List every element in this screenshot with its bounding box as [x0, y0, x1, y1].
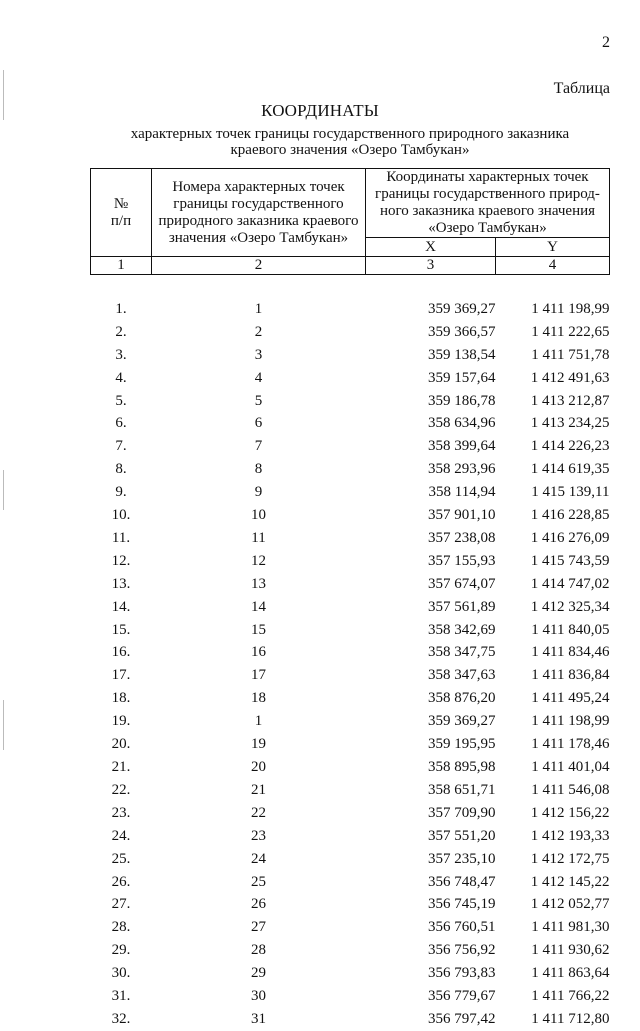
coord-y: 1 413 212,87 [530, 392, 610, 409]
point-number: 23 [251, 827, 266, 844]
header-line: ного заказника краевого значения [379, 203, 596, 219]
coord-x: 356 756,92 [428, 942, 496, 959]
point-number: 1 [254, 300, 263, 317]
row-index: 17. [111, 667, 131, 684]
table-row [91, 596, 610, 619]
table-row [91, 619, 610, 642]
point-number: 26 [251, 896, 266, 913]
coord-x: 357 155,93 [428, 552, 496, 569]
coord-y: 1 413 234,25 [530, 415, 610, 432]
row-index: 16. [111, 644, 131, 661]
column-number: 2 [152, 257, 366, 275]
coord-x: 359 157,64 [428, 369, 496, 386]
header-point-numbers [152, 169, 366, 257]
point-number: 28 [251, 942, 266, 959]
coord-x: 358 876,20 [428, 690, 496, 707]
header-line: границы государственного природ- [375, 186, 600, 202]
table-row [91, 458, 610, 481]
row-index: 23. [111, 804, 131, 821]
table-row [91, 390, 610, 413]
coord-x: 357 235,10 [428, 850, 496, 867]
header-line: Номера характерных точек [172, 178, 345, 195]
coord-y: 1 411 198,99 [531, 713, 610, 730]
coord-x: 356 779,67 [428, 988, 496, 1005]
row-index: 31. [111, 988, 131, 1005]
point-number: 20 [251, 759, 266, 776]
coord-y: 1 412 156,22 [530, 804, 610, 821]
point-number: 9 [254, 484, 263, 501]
coord-y: 1 411 495,24 [531, 690, 610, 707]
row-index: 11. [111, 529, 131, 546]
coord-y: 1 412 325,34 [530, 598, 610, 615]
header-y: Y [496, 238, 610, 257]
table-row [91, 664, 610, 687]
row-index: 7. [115, 438, 127, 455]
header-line: природного заказника краевого [158, 212, 359, 229]
point-number: 2 [254, 323, 263, 340]
point-number: 25 [251, 873, 266, 890]
point-number: 18 [251, 690, 266, 707]
table-row [91, 344, 610, 367]
coord-x: 359 186,78 [428, 392, 496, 409]
coord-y: 1 411 222,65 [531, 323, 610, 340]
point-number: 29 [251, 965, 266, 982]
coord-y: 1 412 491,63 [530, 369, 610, 386]
coord-x: 359 366,57 [428, 323, 496, 340]
row-index: 14. [111, 598, 131, 615]
header-coordinates [366, 169, 610, 238]
row-index: 30. [111, 965, 131, 982]
point-number: 4 [254, 369, 263, 386]
row-index: 13. [111, 575, 131, 592]
coord-x: 358 347,63 [428, 667, 496, 684]
point-number: 24 [251, 850, 266, 867]
row-index: 8. [115, 461, 127, 478]
coord-x: 356 797,42 [428, 1010, 496, 1027]
point-number: 31 [251, 1010, 266, 1027]
coord-x: 358 651,71 [428, 781, 496, 798]
document-subtitle [90, 126, 610, 158]
coord-y: 1 412 052,77 [530, 896, 610, 913]
document-title: КООРДИНАТЫ [261, 101, 379, 120]
coord-x: 358 895,98 [428, 759, 496, 776]
coord-x: 357 901,10 [428, 507, 496, 524]
coord-x: 358 293,96 [428, 461, 496, 478]
row-index: 22. [111, 781, 131, 798]
table-row [91, 641, 610, 664]
coord-x: 356 760,51 [428, 919, 496, 936]
point-number: 13 [251, 575, 266, 592]
table-row [91, 939, 610, 962]
column-number: 3 [366, 257, 496, 275]
point-number: 1 [254, 713, 263, 730]
coord-x: 358 399,64 [428, 438, 496, 455]
coord-y: 1 412 172,75 [530, 850, 610, 867]
coord-y: 1 411 401,04 [531, 759, 610, 776]
coord-x: 359 369,27 [428, 300, 496, 317]
table-row [91, 848, 610, 871]
table-row [91, 779, 610, 802]
coord-x: 359 369,27 [428, 713, 496, 730]
coord-y: 1 412 193,33 [530, 827, 610, 844]
table-row [91, 802, 610, 825]
coord-x: 359 195,95 [428, 736, 496, 753]
coord-x: 357 709,90 [428, 804, 496, 821]
table-label: Таблица [553, 80, 610, 97]
point-number: 27 [251, 919, 266, 936]
point-number: 5 [254, 392, 263, 409]
table-row [91, 871, 610, 894]
row-index: 25. [111, 850, 131, 867]
coord-y: 1 411 178,46 [531, 736, 610, 753]
coord-x: 358 114,94 [428, 484, 496, 501]
table-row [91, 573, 610, 596]
table-row [91, 756, 610, 779]
row-index: 1. [115, 300, 127, 317]
coord-x: 358 634,96 [428, 415, 496, 432]
coord-y: 1 415 743,59 [530, 552, 610, 569]
table-row [91, 321, 610, 344]
coord-y: 1 411 766,22 [531, 988, 610, 1005]
point-number: 30 [251, 988, 266, 1005]
row-index: 26. [111, 873, 131, 890]
margin-mark [3, 70, 4, 120]
table-row [91, 367, 610, 390]
point-number: 17 [251, 667, 266, 684]
point-number: 16 [251, 644, 266, 661]
table-row [91, 825, 610, 848]
point-number: 11 [251, 529, 266, 546]
coord-y: 1 414 619,35 [530, 461, 610, 478]
coord-x: 359 138,54 [428, 346, 496, 363]
row-index: 21. [111, 759, 131, 776]
row-index: 20. [111, 736, 131, 753]
coord-x: 358 342,69 [428, 621, 496, 638]
page-number: 2 [602, 34, 610, 51]
row-index: 29. [111, 942, 131, 959]
coord-y: 1 411 836,84 [531, 667, 610, 684]
coord-y: 1 411 840,05 [531, 621, 610, 638]
row-index: 27. [111, 896, 131, 913]
table-body [91, 275, 610, 1031]
coord-x: 357 238,08 [428, 529, 496, 546]
column-number: 4 [496, 257, 610, 275]
coord-y: 1 411 834,46 [531, 644, 610, 661]
table-row [91, 504, 610, 527]
coord-x: 357 561,89 [428, 598, 496, 615]
coord-x: 356 745,19 [428, 896, 496, 913]
margin-mark [3, 470, 4, 510]
coord-x: 358 347,75 [428, 644, 496, 661]
point-number: 7 [254, 438, 263, 455]
coord-x: 356 748,47 [428, 873, 496, 890]
row-index: 4. [115, 369, 127, 386]
point-number: 14 [251, 598, 266, 615]
coord-y: 1 412 145,22 [530, 873, 610, 890]
point-number: 6 [254, 415, 263, 432]
coord-y: 1 414 226,23 [530, 438, 610, 455]
row-index: 18. [111, 690, 131, 707]
header-number [91, 169, 152, 257]
table-row [91, 1008, 610, 1031]
table-row [91, 435, 610, 458]
header-x: X [366, 238, 496, 257]
table-row [91, 733, 610, 756]
point-number: 21 [251, 781, 266, 798]
coord-y: 1 411 712,80 [531, 1010, 610, 1027]
point-number: 12 [251, 552, 266, 569]
coord-y: 1 411 546,08 [531, 781, 610, 798]
coord-x: 356 793,83 [428, 965, 496, 982]
row-index: 19. [111, 713, 131, 730]
row-index: 24. [111, 827, 131, 844]
coord-y: 1 414 747,02 [530, 575, 610, 592]
table-row [91, 481, 610, 504]
row-index: 15. [111, 621, 131, 638]
header-line: значения «Озеро Тамбукан» [168, 229, 349, 246]
column-number: 1 [91, 257, 152, 275]
coord-y: 1 411 981,30 [531, 919, 610, 936]
coord-x: 357 551,20 [428, 827, 496, 844]
header-line: № [113, 195, 129, 212]
point-number: 19 [251, 736, 266, 753]
point-number: 3 [254, 346, 263, 363]
row-index: 5. [115, 392, 127, 409]
coord-y: 1 415 139,11 [531, 484, 610, 501]
coord-x: 357 674,07 [428, 575, 496, 592]
subtitle-line: краевого значения «Озеро Тамбукан» [230, 142, 470, 158]
coord-y: 1 416 228,85 [530, 507, 610, 524]
row-index: 12. [111, 552, 131, 569]
table-row [91, 550, 610, 573]
table-row [91, 962, 610, 985]
point-number: 8 [254, 461, 263, 478]
row-index: 3. [115, 346, 127, 363]
header-line: границы государственного [173, 195, 344, 212]
row-index: 9. [115, 484, 127, 501]
table-row [91, 298, 610, 321]
row-index: 2. [115, 323, 127, 340]
table-row [91, 687, 610, 710]
margin-mark [3, 700, 4, 750]
row-index: 28. [111, 919, 131, 936]
table-row [91, 985, 610, 1008]
row-index: 32. [111, 1010, 131, 1027]
table-row [91, 916, 610, 939]
table-row [91, 527, 610, 550]
coord-y: 1 411 930,62 [531, 942, 610, 959]
point-number: 10 [251, 507, 266, 524]
subtitle-line: характерных точек границы государственного природного заказника [130, 126, 570, 142]
header-line: п/п [110, 212, 132, 229]
coord-y: 1 411 198,99 [531, 300, 610, 317]
header-line: Координаты характерных точек [386, 169, 589, 185]
row-index: 6. [115, 415, 127, 432]
point-number: 15 [251, 621, 266, 638]
coordinates-table [90, 168, 610, 1031]
point-number: 22 [251, 804, 266, 821]
header-line: «Озеро Тамбукан» [428, 220, 547, 236]
table-row [91, 412, 610, 435]
coord-y: 1 411 863,64 [531, 965, 610, 982]
table-row [91, 710, 610, 733]
coord-y: 1 411 751,78 [531, 346, 610, 363]
coord-y: 1 416 276,09 [530, 529, 610, 546]
row-index: 10. [111, 507, 131, 524]
